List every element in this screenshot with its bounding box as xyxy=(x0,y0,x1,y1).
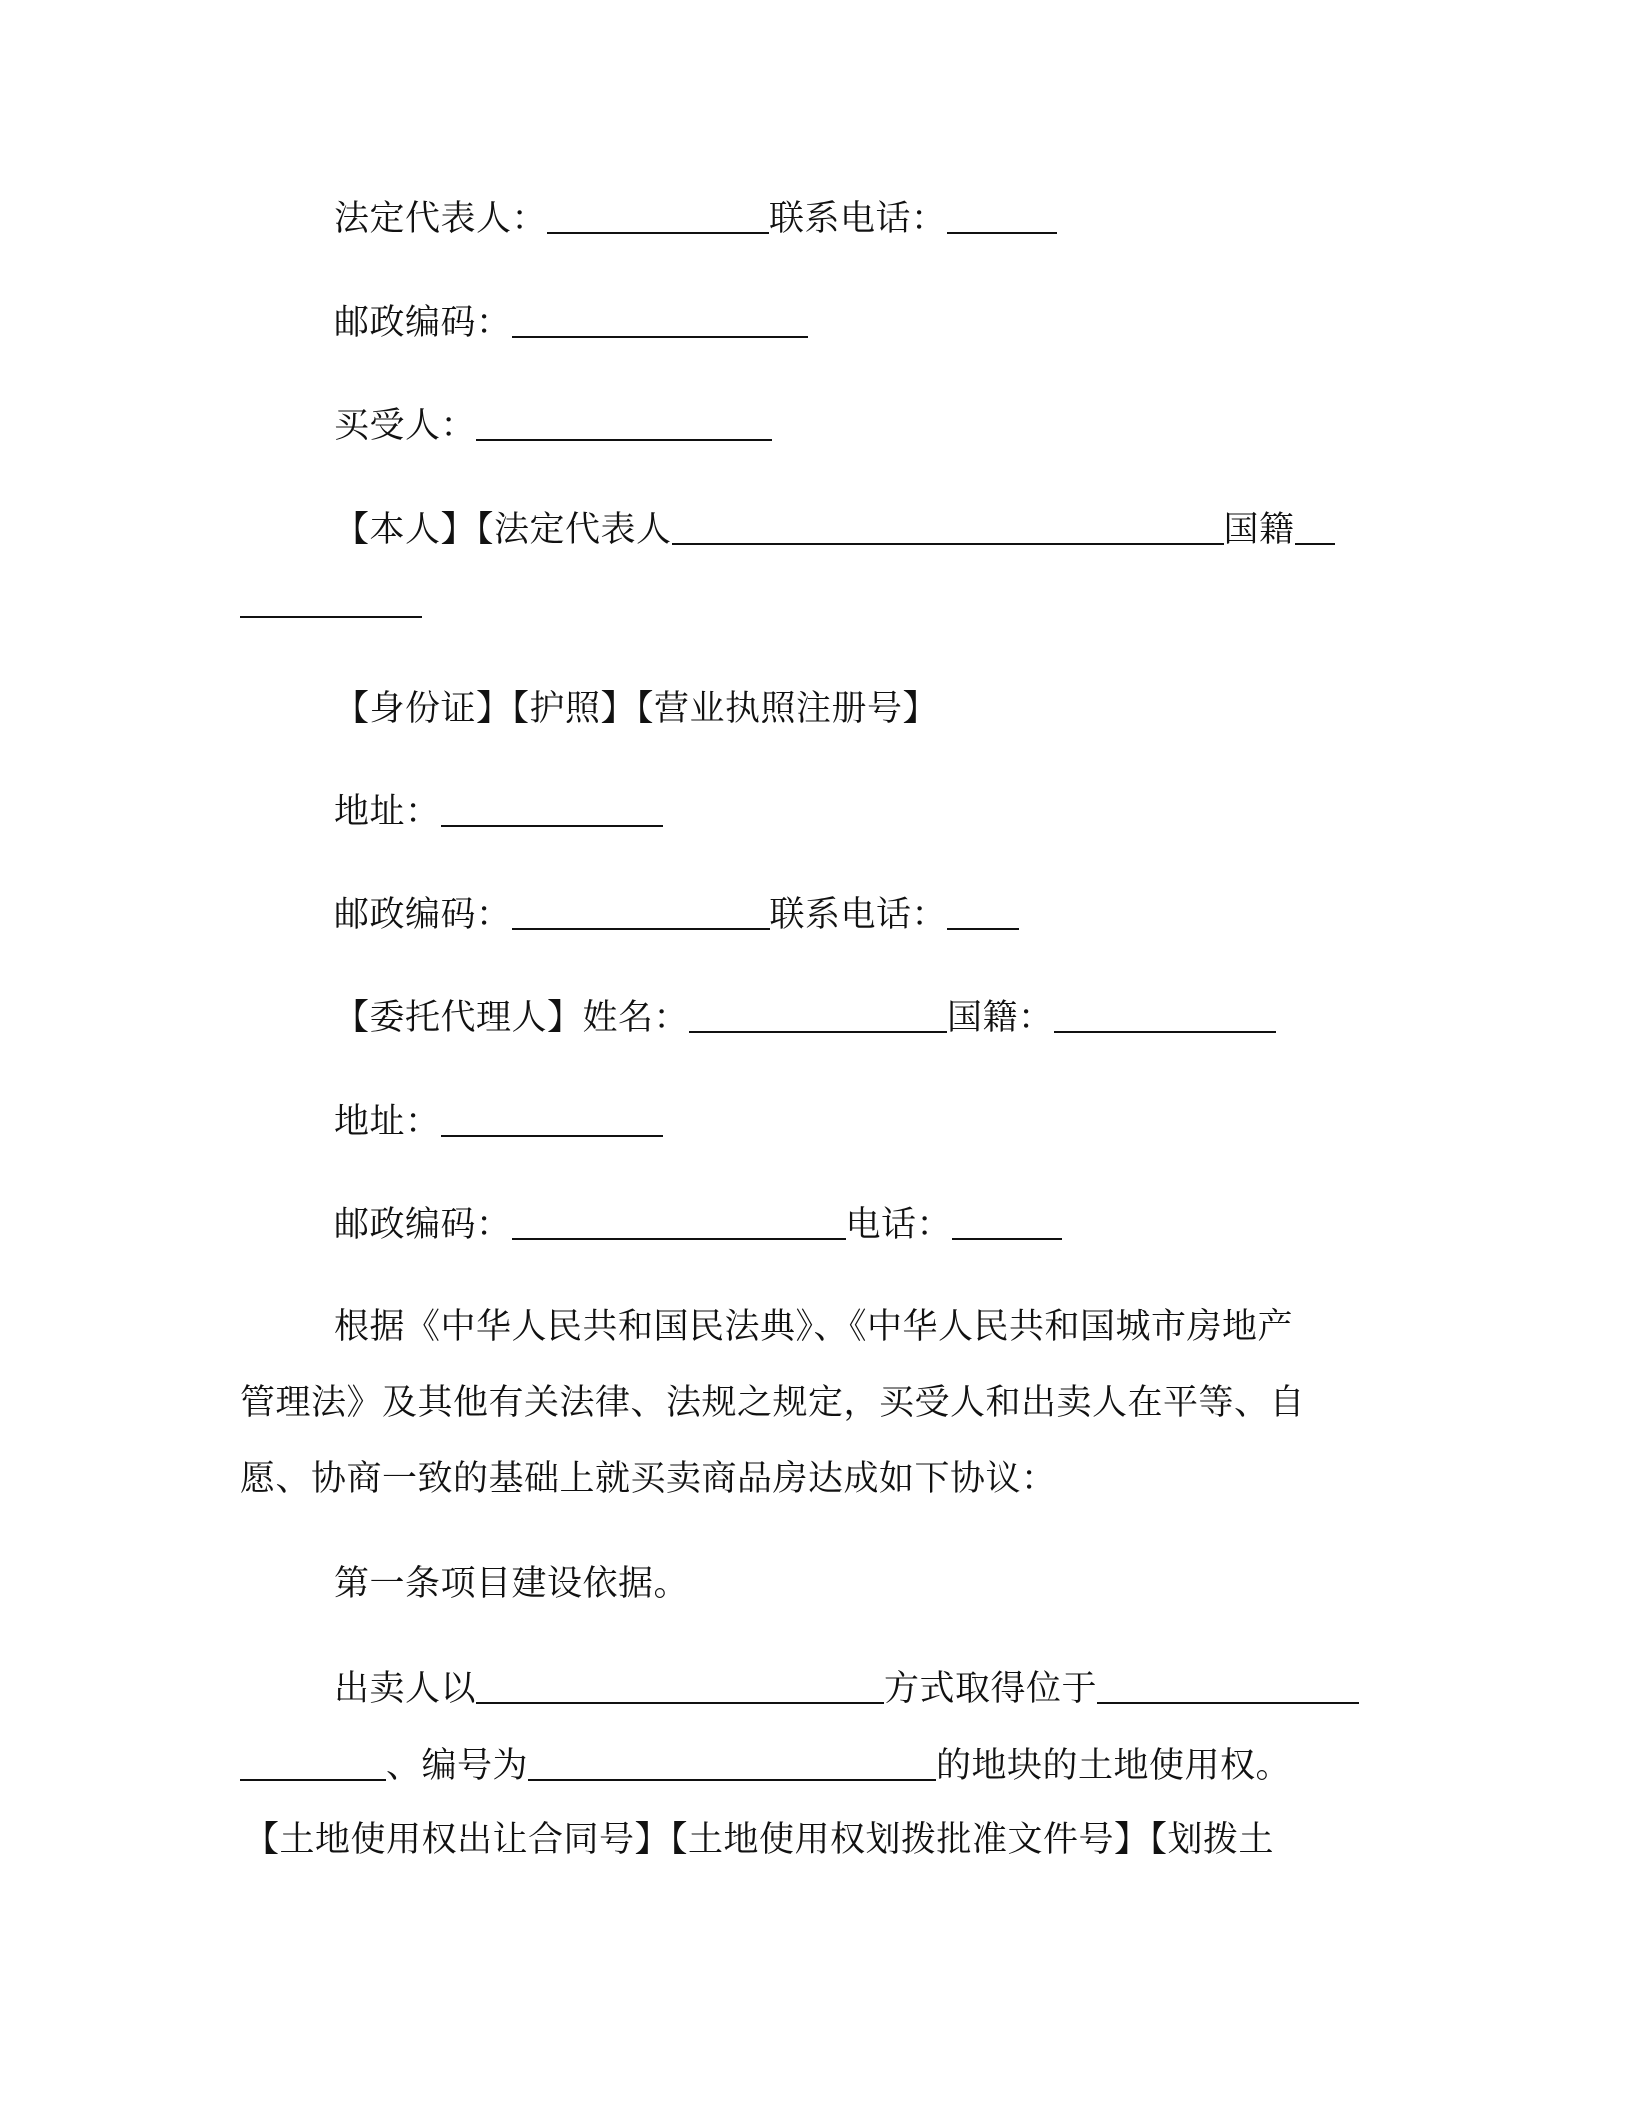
agreement-paragraph-text-1: 根据《中华人民共和国民法典》、《中华人民共和国城市房地产 xyxy=(334,1307,1294,1347)
buyer-postal-code-label: 邮政编码： xyxy=(334,895,512,935)
postal-code-line xyxy=(334,298,808,344)
agreement-paragraph-text-3: 愿、协商一致的基础上就买卖商品房达成如下协议： xyxy=(240,1459,1057,1499)
location-blank-continued[interactable] xyxy=(240,1745,386,1781)
buyer-representative-line xyxy=(334,505,1335,551)
agent-nationality-blank[interactable] xyxy=(1054,997,1276,1033)
legal-rep-line xyxy=(334,194,1057,240)
article-1-line-3 xyxy=(244,1817,1274,1863)
agreement-paragraph-text-2: 管理法》及其他有关法律、法规之规定，买受人和出卖人在平等、自 xyxy=(240,1383,1306,1423)
id-type-line xyxy=(334,686,938,732)
agent-postal-code-label: 邮政编码： xyxy=(334,1205,512,1245)
agreement-paragraph-line-1 xyxy=(334,1304,1293,1350)
address-blank[interactable] xyxy=(441,791,663,827)
buyer-postal-code-blank[interactable] xyxy=(512,894,770,930)
nationality-blank-end[interactable] xyxy=(1295,509,1335,545)
legal-rep-blank[interactable] xyxy=(547,198,769,234)
agent-address-blank[interactable] xyxy=(441,1101,663,1137)
agent-name-label: 【委托代理人】姓名： xyxy=(334,998,690,1038)
nationality-continuation xyxy=(240,578,422,624)
buyer-phone-blank[interactable] xyxy=(947,894,1019,930)
agent-nationality-label: 国籍： xyxy=(947,998,1054,1038)
location-blank[interactable] xyxy=(1097,1668,1359,1704)
article-1-seg-1: 出卖人以 xyxy=(334,1669,477,1709)
postal-code-label: 邮政编码： xyxy=(334,303,512,343)
article-1-line-2 xyxy=(240,1741,1291,1787)
agent-address-line xyxy=(334,1097,663,1143)
phone-label: 联系电话： xyxy=(769,199,947,239)
agent-line xyxy=(334,993,1276,1039)
agreement-paragraph-line-3 xyxy=(240,1456,1057,1502)
buyer-representative-blank[interactable] xyxy=(672,509,1224,545)
agent-phone-blank[interactable] xyxy=(952,1204,1062,1240)
agent-postal-phone-line xyxy=(334,1200,1062,1246)
buyer-phone-label: 联系电话： xyxy=(769,895,948,935)
article-1-line-1 xyxy=(334,1664,1359,1710)
agent-address-label: 地址： xyxy=(334,1102,441,1142)
article-1-heading-text: 第一条项目建设依据。 xyxy=(334,1564,690,1604)
article-1-heading xyxy=(334,1561,689,1607)
buyer-representative-label: 【本人】【法定代表人 xyxy=(334,510,672,550)
agreement-paragraph-line-2 xyxy=(240,1380,1305,1426)
nationality-blank-continued[interactable] xyxy=(240,582,422,618)
buyer-blank[interactable] xyxy=(476,405,772,441)
address-line xyxy=(334,787,663,833)
article-1-seg-3: 、编号为 xyxy=(386,1746,529,1786)
article-1-seg-2: 方式取得位于 xyxy=(884,1669,1098,1709)
acquisition-method-blank[interactable] xyxy=(476,1668,884,1704)
article-1-seg-4: 的地块的土地使用权。 xyxy=(936,1746,1292,1786)
agent-phone-label: 电话： xyxy=(845,1205,953,1245)
article-1-seg-5: 【土地使用权出让合同号】【土地使用权划拨批准文件号】【划拨土 xyxy=(244,1820,1275,1860)
phone-blank[interactable] xyxy=(947,198,1057,234)
postal-code-blank[interactable] xyxy=(512,302,808,338)
legal-rep-label: 法定代表人： xyxy=(334,199,548,239)
parcel-number-blank[interactable] xyxy=(528,1745,936,1781)
id-type-options: 【身份证】【护照】【营业执照注册号】 xyxy=(334,689,939,729)
agent-postal-code-blank[interactable] xyxy=(512,1204,846,1240)
agent-name-blank[interactable] xyxy=(689,997,947,1033)
buyer-postal-phone-line xyxy=(334,890,1019,936)
nationality-label: 国籍 xyxy=(1223,510,1295,550)
address-label: 地址： xyxy=(334,792,441,832)
buyer-line xyxy=(334,401,772,447)
buyer-label: 买受人： xyxy=(334,406,477,446)
